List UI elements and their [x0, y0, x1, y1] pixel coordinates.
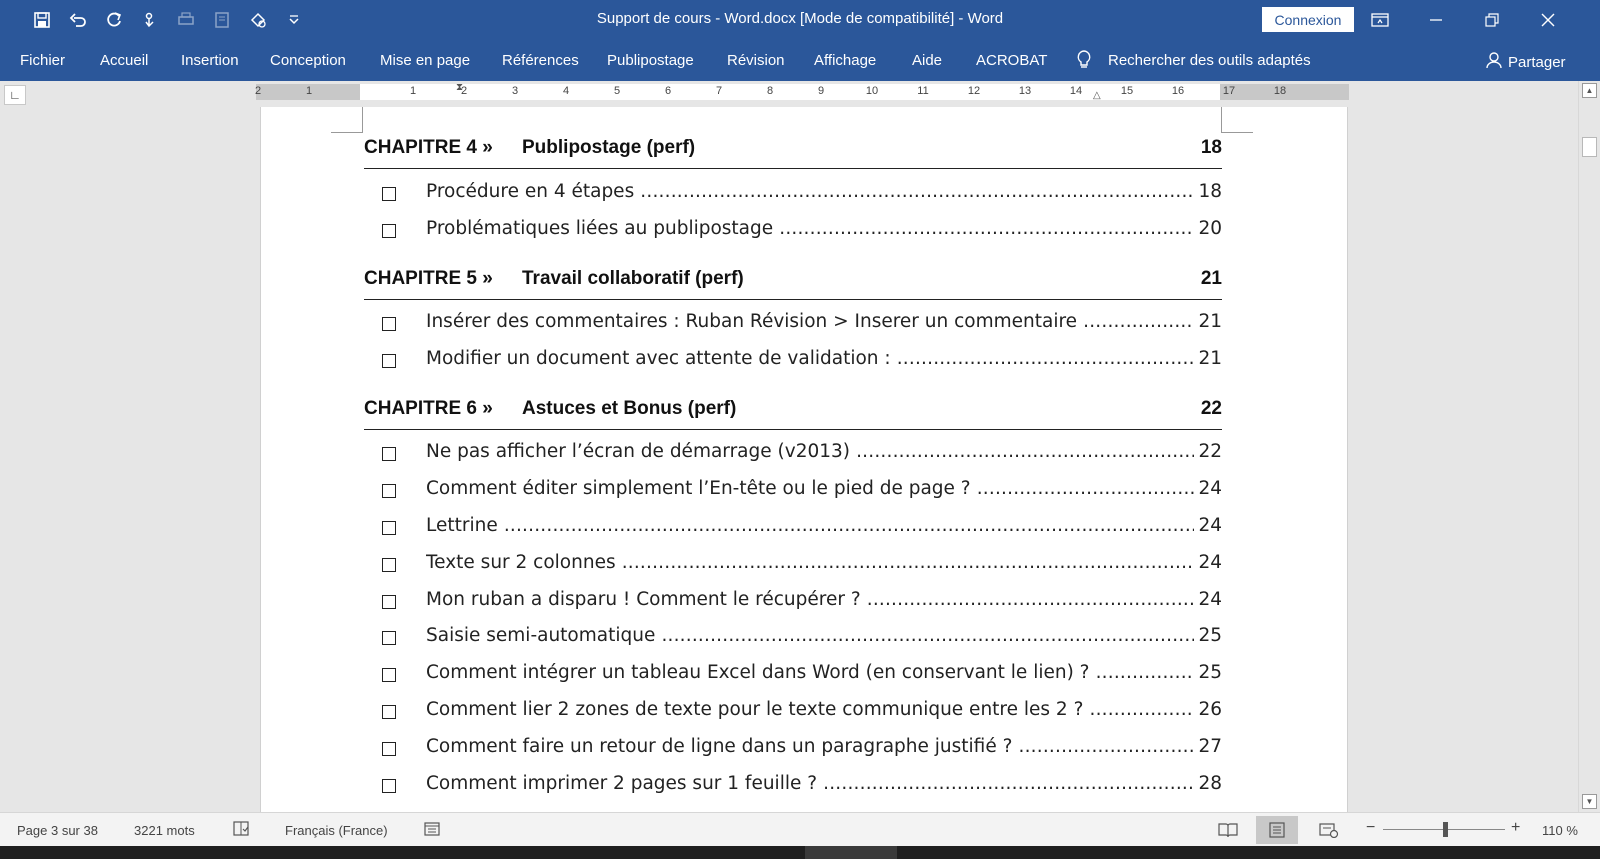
- chapter-page: 22: [1200, 398, 1222, 419]
- chapter-number: CHAPITRE 6 »: [364, 398, 493, 419]
- toc-entry-page: 24: [1198, 515, 1222, 536]
- toc-entry-page: 21: [1198, 348, 1222, 369]
- word-count[interactable]: 3221 mots: [134, 823, 195, 838]
- toc-entry-text: Texte sur 2 colonnes .....: [426, 552, 1194, 573]
- chapter-page: 18: [1200, 137, 1222, 158]
- window-title-text: Support de cours - Word.docx [Mode de compatibilité] - Word: [596, 10, 1004, 27]
- ruler-label: 14: [1069, 85, 1083, 97]
- minimize-icon[interactable]: [1408, 0, 1464, 40]
- ruler-label: 13: [1018, 85, 1032, 97]
- tab-revision[interactable]: Révision: [727, 52, 785, 69]
- document-area[interactable]: [0, 107, 1578, 812]
- quick-print-icon[interactable]: [168, 8, 204, 32]
- web-layout-icon[interactable]: [1308, 816, 1350, 844]
- ruler-label: 9: [817, 85, 825, 97]
- title-bar: [0, 0, 1600, 40]
- checkbox-bullet-icon: [382, 354, 396, 368]
- ruler-label: 1: [305, 85, 313, 97]
- toc-entry[interactable]: [381, 441, 1222, 471]
- right-indent-marker-icon[interactable]: △: [1093, 90, 1101, 101]
- close-icon[interactable]: [1520, 0, 1576, 40]
- tab-publipostage[interactable]: Publipostage: [607, 52, 694, 69]
- toc-entry-text: Ne pas afficher l’écran de démarrage (v2013) .....: [426, 441, 1194, 462]
- toc-entry[interactable]: [381, 699, 1222, 729]
- status-bar: [0, 812, 1600, 846]
- toc-entry-text: Mon ruban a disparu ! Comment le récupérer ? .....: [426, 589, 1194, 610]
- ruler-label: 16: [1171, 85, 1185, 97]
- ruler-label: 8: [766, 85, 774, 97]
- toc-entry-page: 18: [1198, 181, 1222, 202]
- toc-entry[interactable]: [381, 625, 1222, 655]
- shapes-icon[interactable]: [240, 8, 276, 32]
- toc-chapter[interactable]: [364, 133, 1222, 169]
- ruler-label: 17: [1222, 85, 1236, 97]
- restore-icon[interactable]: [1464, 0, 1520, 40]
- ruler-label: 4: [562, 85, 570, 97]
- ribbon-display-options-icon[interactable]: [1352, 0, 1408, 40]
- tab-insertion[interactable]: Insertion: [181, 52, 239, 69]
- sign-in-button[interactable]: Connexion: [1262, 7, 1354, 32]
- toc-entry[interactable]: [381, 181, 1222, 211]
- ruler-label: 12: [967, 85, 981, 97]
- toc-chapter[interactable]: [364, 264, 1222, 300]
- toc-entry-page: 28: [1198, 773, 1222, 794]
- ruler-label: 3: [511, 85, 519, 97]
- toc-entry-page: 25: [1198, 625, 1222, 646]
- chapter-number: CHAPITRE 5 »: [364, 268, 493, 289]
- checkbox-bullet-icon: [382, 224, 396, 238]
- toc-entry[interactable]: [381, 773, 1222, 803]
- taskbar-active-item[interactable]: [805, 846, 897, 859]
- toc-entry-page: 24: [1198, 589, 1222, 610]
- tab-aide[interactable]: Aide: [912, 52, 943, 69]
- toc-entry[interactable]: [381, 552, 1222, 582]
- checkbox-bullet-icon: [382, 779, 396, 793]
- toc-entry-page: 24: [1198, 478, 1222, 499]
- person-icon: [1486, 51, 1502, 73]
- toc-entry-text: Lettrine .....: [426, 515, 1194, 536]
- lightbulb-icon: [1076, 50, 1092, 74]
- ruler-label: 11: [917, 85, 929, 97]
- save-icon[interactable]: [24, 8, 60, 32]
- toc-entry-text: Comment imprimer 2 pages sur 1 feuille ? .....: [426, 773, 1194, 794]
- zoom-slider-thumb[interactable]: [1443, 822, 1448, 837]
- page-count[interactable]: Page 3 sur 38: [17, 823, 98, 838]
- vertical-scrollbar[interactable]: [1578, 81, 1600, 812]
- toc-entry-page: 25: [1198, 662, 1222, 683]
- crop-mark: [1221, 107, 1253, 133]
- checkbox-bullet-icon: [382, 705, 396, 719]
- tab-accueil[interactable]: Accueil: [100, 52, 149, 69]
- toc-entry-text: Modifier un document avec attente de validation : .....: [426, 348, 1194, 369]
- toc-entry-page: 24: [1198, 552, 1222, 573]
- toc-entry-text: Problématiques liées au publipostage .....: [426, 218, 1194, 239]
- ruler-label: 5: [613, 85, 621, 97]
- indent-marker-icon[interactable]: ⧗: [456, 82, 464, 93]
- chapter-title: Astuces et Bonus (perf): [522, 398, 737, 419]
- crop-mark: [331, 107, 363, 133]
- tab-references[interactable]: Références: [502, 52, 579, 69]
- taskbar: [0, 846, 1600, 859]
- checkbox-bullet-icon: [382, 631, 396, 645]
- toc-entry[interactable]: [381, 478, 1222, 508]
- print-layout-icon[interactable]: [1256, 816, 1298, 844]
- chapter-page: 21: [1200, 268, 1222, 289]
- tab-fichier[interactable]: Fichier: [20, 52, 66, 69]
- toc-entry-page: 27: [1198, 736, 1222, 757]
- chapter-title: Publipostage (perf): [522, 137, 696, 158]
- print-preview-icon[interactable]: [204, 8, 240, 32]
- checkbox-bullet-icon: [382, 187, 396, 201]
- toc-entry[interactable]: [381, 218, 1222, 248]
- toc-entry-page: 20: [1198, 218, 1222, 239]
- customize-icon[interactable]: [276, 8, 312, 32]
- scroll-down-icon[interactable]: ▼: [1582, 794, 1597, 809]
- toc-entry-text: Comment intégrer un tableau Excel dans Word (en conservant le lien) ? .....: [426, 662, 1194, 683]
- redo-icon[interactable]: [96, 8, 132, 32]
- scroll-thumb[interactable]: [1582, 137, 1597, 157]
- toc-entry-text: Comment faire un retour de ligne dans un paragraphe justifié ? .....: [426, 736, 1194, 757]
- toc-entry-page: 22: [1198, 441, 1222, 462]
- toc-entry[interactable]: [381, 348, 1222, 378]
- toc-entry-text: Saisie semi-automatique .....: [426, 625, 1194, 646]
- tab-conception[interactable]: Conception: [270, 52, 346, 69]
- zoom-out-button[interactable]: −: [1366, 819, 1376, 836]
- ruler-label: 15: [1120, 85, 1134, 97]
- zoom-in-button[interactable]: +: [1511, 819, 1521, 836]
- toc-entry[interactable]: [381, 736, 1222, 766]
- checkbox-bullet-icon: [382, 742, 396, 756]
- toc-entry-text: Comment éditer simplement l’En-tête ou le pied de page ? .....: [426, 478, 1194, 499]
- tell-me-search[interactable]: Rechercher des outils adaptés: [1108, 52, 1311, 69]
- ruler-label: 2: [254, 85, 262, 97]
- ruler-row: [0, 81, 1600, 107]
- share-label: Partager: [1508, 53, 1566, 71]
- toc-entry[interactable]: [381, 662, 1222, 692]
- toc-entry-text: Comment lier 2 zones de texte pour le texte communique entre les 2 ? .....: [426, 699, 1194, 720]
- toc-entry-text: Insérer des commentaires : Ruban Révision > Inserer un commentaire .....: [426, 311, 1194, 332]
- share-button[interactable]: [1486, 51, 1566, 73]
- tab-mise-en-page[interactable]: Mise en page: [380, 52, 471, 69]
- checkbox-bullet-icon: [382, 668, 396, 682]
- toc-chapter[interactable]: [364, 394, 1222, 430]
- toc-entry[interactable]: [381, 589, 1222, 619]
- ruler-label: 18: [1273, 85, 1287, 97]
- proofing-icon[interactable]: [232, 820, 250, 841]
- language-indicator[interactable]: Français (France): [285, 823, 388, 838]
- ruler-label: 7: [715, 85, 723, 97]
- toc-entry[interactable]: [381, 311, 1222, 341]
- undo-icon[interactable]: [60, 8, 96, 32]
- checkbox-bullet-icon: [382, 595, 396, 609]
- checkbox-bullet-icon: [382, 521, 396, 535]
- read-mode-icon[interactable]: [1207, 816, 1249, 844]
- scroll-up-icon[interactable]: ▲: [1582, 83, 1597, 98]
- tab-affichage[interactable]: Affichage: [814, 52, 877, 69]
- toc-entry[interactable]: [381, 515, 1222, 545]
- toc-entry-page: 21: [1198, 311, 1222, 332]
- tab-acrobat[interactable]: ACROBAT: [976, 52, 1048, 69]
- chapter-title: Travail collaboratif (perf): [522, 268, 744, 289]
- tab-selector[interactable]: ∟: [4, 85, 26, 105]
- ruler-label: 1: [409, 85, 417, 97]
- macro-recording-icon[interactable]: [423, 820, 441, 841]
- checkbox-bullet-icon: [382, 484, 396, 498]
- quick-access-toolbar: [24, 8, 312, 32]
- checkbox-bullet-icon: [382, 317, 396, 331]
- checkbox-bullet-icon: [382, 558, 396, 572]
- checkbox-bullet-icon: [382, 447, 396, 461]
- chapter-number: CHAPITRE 4 »: [364, 137, 493, 158]
- ruler-label: 2: [460, 85, 468, 97]
- horizontal-ruler[interactable]: [256, 84, 1349, 100]
- toc-entry-text: Procédure en 4 étapes .....: [426, 181, 1194, 202]
- ribbon-tabs: [0, 40, 1600, 81]
- ruler-label: 10: [865, 85, 879, 97]
- toc-entry-page: 26: [1198, 699, 1222, 720]
- touch-mode-icon[interactable]: [132, 8, 168, 32]
- document-page[interactable]: [260, 107, 1348, 812]
- zoom-level[interactable]: 110 %: [1542, 823, 1578, 838]
- ruler-label: 6: [664, 85, 672, 97]
